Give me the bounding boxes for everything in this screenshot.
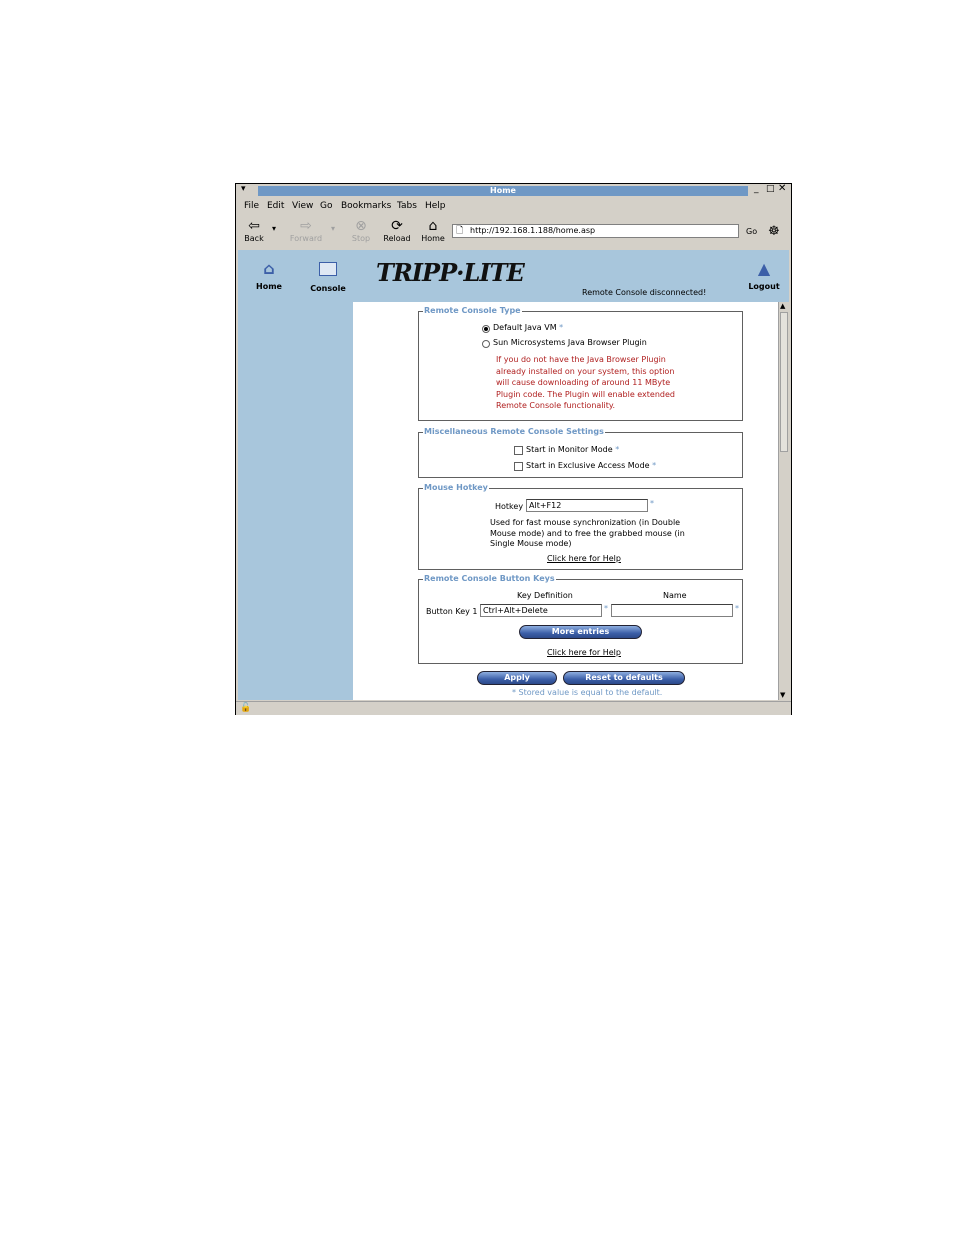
logout-icon: ▲ [757, 259, 771, 278]
page-icon: 🗋 [456, 226, 464, 236]
checkbox-exclusive-mode[interactable] [514, 462, 523, 471]
scroll-up-icon[interactable]: ▲ [780, 302, 786, 310]
button-key-1-label: Button Key 1 [426, 607, 478, 616]
vertical-scrollbar[interactable] [778, 302, 789, 700]
misc-settings-legend: Miscellaneous Remote Console Settings [424, 427, 604, 436]
status-bar [236, 701, 791, 715]
connection-status: Remote Console disconnected! [582, 288, 707, 297]
hotkey-help-link[interactable]: Click here for Help [547, 554, 621, 563]
close-icon[interactable]: ✕ [778, 183, 787, 194]
browser-window [235, 183, 792, 715]
menu-tabs[interactable]: Tabs [397, 201, 417, 211]
button-keys-group [418, 574, 743, 664]
back-arrow-icon: ⇦ [248, 218, 260, 234]
page-content [238, 250, 789, 700]
menu-bookmarks[interactable]: Bookmarks [341, 201, 392, 211]
checkbox-monitor-mode[interactable] [514, 446, 523, 455]
home-icon: ⌂ [428, 218, 438, 234]
hotkey-input[interactable]: Alt+F12 [526, 499, 648, 512]
mouse-hotkey-legend: Mouse Hotkey [424, 483, 488, 492]
nav-console-button[interactable]: Console [308, 260, 348, 293]
logout-button[interactable]: ▲ Logout [746, 260, 782, 291]
menu-edit[interactable]: Edit [267, 201, 285, 211]
forward-history-icon[interactable]: ▾ [331, 224, 336, 233]
plugin-warning: If you do not have the Java Browser Plugin already installed on your system, this option will cause downloading of around 11 MByte Plugin code. The Plugin will enable extended Remote Console functionality. [496, 355, 675, 411]
throbber-icon: ☸ [768, 224, 780, 239]
menu-view[interactable]: View [292, 201, 314, 211]
radio-sun-java-plugin[interactable] [482, 340, 490, 348]
label-exclusive-mode: Start in Exclusive Access Mode * [526, 461, 657, 470]
default-footnote: * Stored value is equal to the default. [512, 688, 663, 697]
url-bar[interactable] [452, 224, 739, 238]
button-keys-legend: Remote Console Button Keys [424, 574, 555, 583]
tripp-lite-logo: TRIPP·LITE [376, 258, 524, 287]
menu-go[interactable]: Go [320, 201, 333, 211]
key-definition-header: Key Definition [517, 591, 573, 600]
menu-file[interactable]: File [244, 201, 260, 211]
monitor-icon [319, 262, 337, 276]
forward-arrow-icon: ⇨ [300, 218, 312, 234]
button-keys-help-link[interactable]: Click here for Help [547, 648, 621, 657]
stop-button[interactable]: ⊗ Stop [348, 218, 374, 244]
home-button[interactable]: ⌂ Home [418, 218, 448, 244]
go-button[interactable]: Go [746, 227, 758, 236]
stop-icon: ⊗ [355, 218, 367, 234]
label-monitor-mode: Start in Monitor Mode * [526, 445, 620, 454]
mouse-hotkey-group [418, 483, 743, 570]
reload-button[interactable]: ⟳ Reload [381, 218, 413, 244]
menu-help[interactable]: Help [425, 201, 446, 211]
key-default-marker: * [604, 604, 608, 613]
name-default-marker: * [735, 604, 739, 613]
hotkey-default-marker: * [650, 499, 654, 508]
remote-console-type-legend: Remote Console Type [424, 306, 521, 315]
more-entries-button[interactable]: More entries [519, 625, 642, 639]
forward-button[interactable]: ⇨ Forward [286, 218, 326, 244]
remote-console-type-group [418, 306, 743, 421]
title-bar [236, 184, 791, 198]
reload-icon: ⟳ [391, 218, 403, 234]
misc-settings-group [418, 427, 743, 478]
radio-default-java-vm[interactable] [482, 325, 490, 333]
apply-button[interactable]: Apply [477, 671, 557, 685]
button-key-1-name-input[interactable] [611, 604, 733, 617]
maximize-icon[interactable]: □ [766, 184, 775, 194]
scrollbar-thumb[interactable] [780, 312, 788, 452]
lock-icon: 🔓 [240, 703, 252, 713]
nav-home-button[interactable]: ⌂ Home [254, 260, 284, 291]
hotkey-description: Used for fast mouse synchronization (in Double Mouse mode) and to free the grabbed mouse (in Single Mouse mode) [490, 518, 685, 548]
hotkey-label: Hotkey [495, 502, 524, 511]
scroll-down-icon[interactable]: ▼ [780, 691, 786, 699]
button-key-1-definition-input[interactable]: Ctrl+Alt+Delete [480, 604, 602, 617]
settings-panel [353, 302, 778, 700]
menu-bar [236, 199, 791, 213]
back-history-icon[interactable]: ▾ [272, 224, 277, 233]
house-icon: ⌂ [263, 259, 275, 278]
url-text: http://192.168.1.188/home.asp [470, 226, 596, 235]
window-title: Home [490, 186, 516, 195]
label-sun-java-plugin: Sun Microsystems Java Browser Plugin [493, 338, 647, 347]
minimize-icon[interactable]: _ [754, 184, 759, 194]
label-default-java-vm: Default Java VM * [493, 323, 564, 332]
reset-defaults-button[interactable]: Reset to defaults [563, 671, 685, 685]
navigation-toolbar [236, 214, 791, 248]
back-button[interactable]: ⇦ Back [242, 218, 266, 244]
window-menu-icon[interactable]: ▾ [241, 184, 246, 194]
name-header: Name [663, 591, 687, 600]
